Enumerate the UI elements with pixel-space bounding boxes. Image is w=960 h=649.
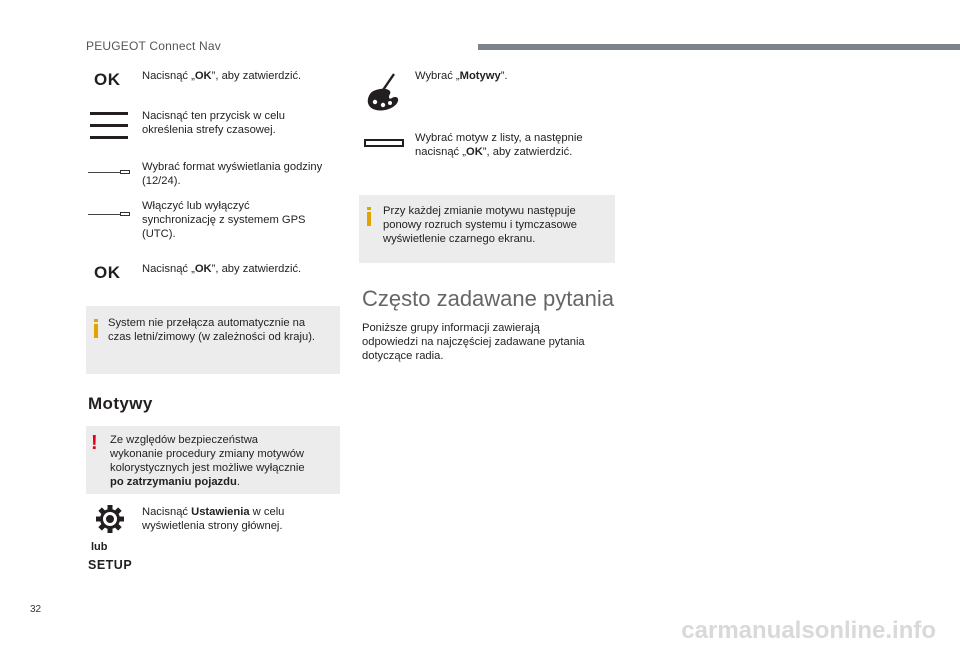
instruction-ok-1: Nacisnąć „OK”, aby zatwierdzić. <box>142 70 302 82</box>
instruction-timezone: Nacisnąć ten przycisk w celu określenia strefy czasowej. <box>142 110 286 136</box>
page-number: 32 <box>30 604 42 615</box>
or-label: lub <box>91 541 108 553</box>
header-title: PEUGEOT Connect Nav <box>86 39 221 53</box>
header-bar <box>478 44 960 50</box>
instruction-gps-sync: Włączyć lub wyłączyć synchronizację z systemem GPS (UTC). <box>142 200 306 240</box>
palette-icon <box>364 72 404 117</box>
faq-description: Poniższe grupy informacji zawierają odpowiedzi na najczęściej zadawane pytania dotyczące radia. <box>362 322 585 362</box>
ok-icon: OK <box>94 70 121 89</box>
watermark: carmanualsonline.info <box>681 617 936 644</box>
ok-icon: OK <box>94 263 121 282</box>
warning-note: ! Ze względów bezpieczeństwa wykonanie procedury zmiany motywów kolorystycznych jest możliwe wyłącznie po zatrzymaniu pojazdu. <box>86 426 340 494</box>
info-note: System nie przełącza automatycznie na czas letni/zimowy (w zależności od kraju). <box>86 306 340 374</box>
instruction-time-format: Wybrać format wyświetlania godziny (12/24). <box>142 161 323 187</box>
section-title-motywy: Motywy <box>88 394 153 413</box>
setup-button-label: SETUP <box>88 558 133 572</box>
instruction-select-theme: Wybrać motyw z listy, a następnie nacisnąć „OK”, aby zatwierdzić. <box>415 132 583 158</box>
list-item-icon <box>364 139 404 147</box>
info-icon <box>94 319 98 322</box>
section-title-faq: Często zadawane pytania <box>362 286 614 311</box>
instruction-motywy: Wybrać „Motywy”. <box>415 70 508 82</box>
warning-icon: ! <box>91 432 98 454</box>
toggle-icon <box>88 212 130 216</box>
menu-icon <box>90 112 128 139</box>
settings-gear-icon <box>95 504 125 539</box>
info-icon <box>367 207 371 210</box>
toggle-icon <box>88 170 130 174</box>
instruction-ok-2: Nacisnąć „OK”, aby zatwierdzić. <box>142 263 302 275</box>
instruction-settings: Nacisnąć Ustawienia w celu wyświetlenia strony głównej. <box>142 506 285 532</box>
info-note: Przy każdej zmianie motywu następuje ponowy rozruch systemu i tymczasowe wyświetlenie czarnego ekranu. <box>359 195 615 263</box>
